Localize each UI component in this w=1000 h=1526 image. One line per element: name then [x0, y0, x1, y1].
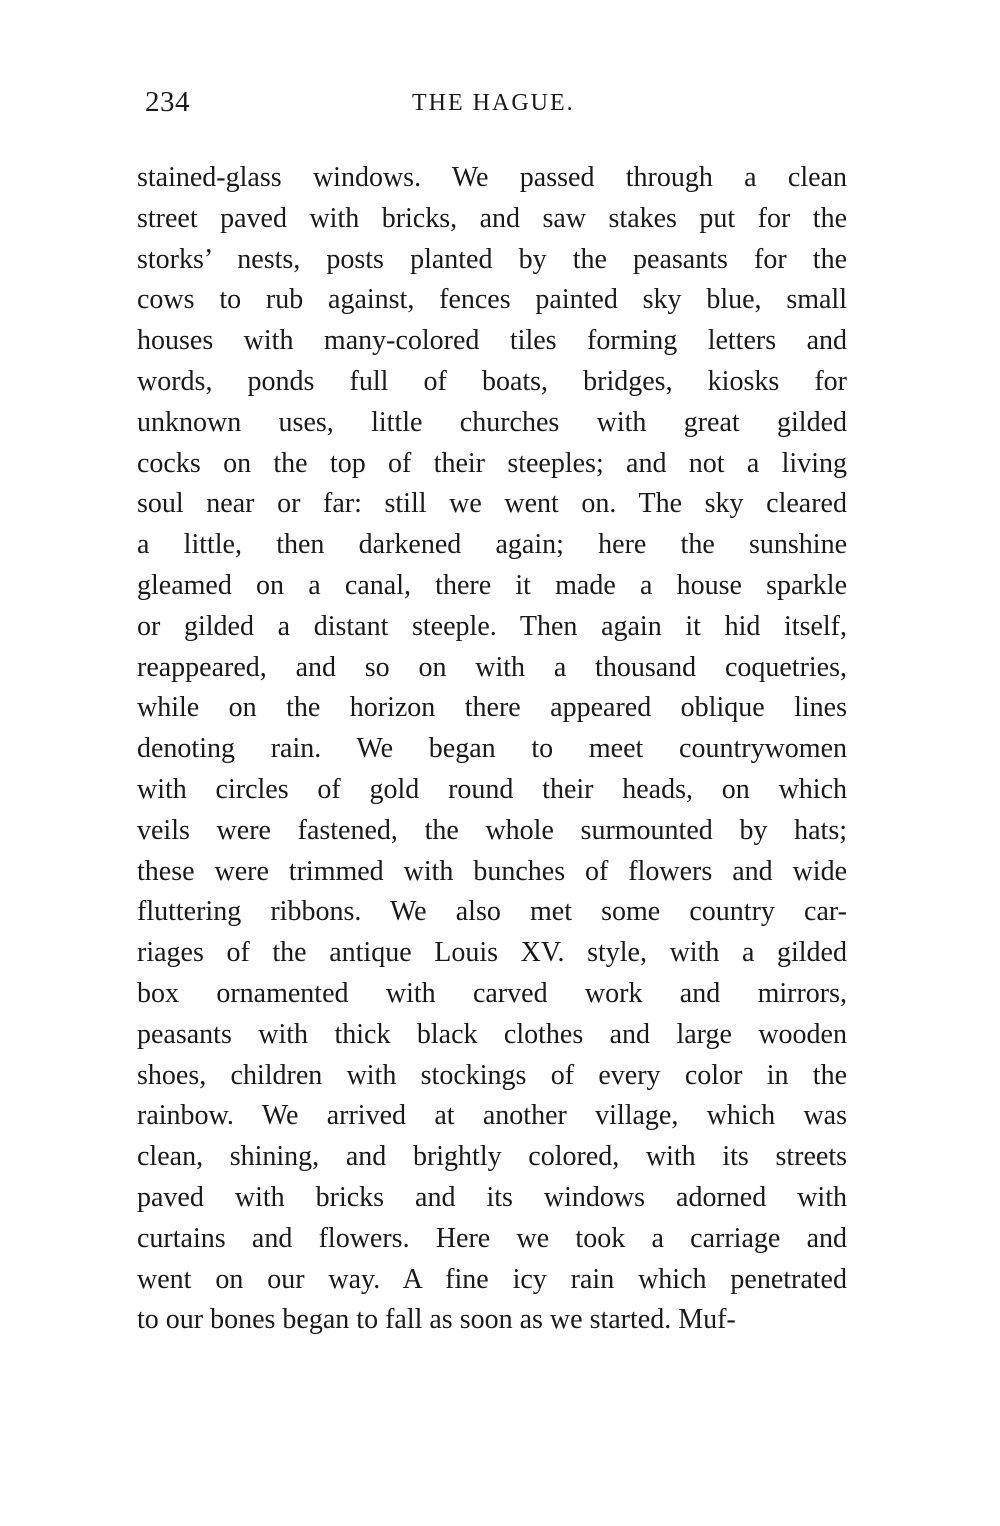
text-line: cows to rub against, fences painted sky blue, small: [137, 284, 847, 316]
text-line: veils were fastened, the whole surmounted by hats;: [137, 814, 847, 846]
text-line: soul near or far: still we went on. The sky cleared: [137, 488, 847, 520]
text-line: fluttering ribbons. We also met some country car-: [137, 896, 847, 928]
text-line: riages of the antique Louis XV. style, with a gilded: [137, 937, 847, 969]
text-line: box ornamented with carved work and mirrors,: [137, 977, 847, 1009]
text-line: these were trimmed with bunches of flowers and wide: [137, 855, 847, 887]
text-line: rainbow. We arrived at another village, which was: [137, 1100, 847, 1132]
text-line: with circles of gold round their heads, on which: [137, 773, 847, 805]
text-line: a little, then darkened again; here the sunshine: [137, 529, 847, 561]
text-line: while on the horizon there appeared oblique lines: [137, 692, 847, 724]
text-line: street paved with bricks, and saw stakes put for the: [137, 202, 847, 234]
text-line: peasants with thick black clothes and large wooden: [137, 1018, 847, 1050]
text-line: reappeared, and so on with a thousand coquetries,: [137, 651, 847, 683]
text-line: cocks on the top of their steeples; and not a living: [137, 447, 847, 479]
running-title: THE HAGUE.: [412, 90, 575, 116]
text-line: or gilded a distant steeple. Then again it hid itself,: [137, 610, 847, 642]
text-line: denoting rain. We began to meet countrywomen: [137, 733, 847, 765]
body-text: [137, 158, 847, 1341]
text-line: curtains and flowers. Here we took a carriage and: [137, 1222, 847, 1254]
text-line: clean, shining, and brightly colored, with its streets: [137, 1141, 847, 1173]
text-line: stained-glass windows. We passed through a clean: [137, 162, 847, 193]
text-line: to our bones began to fall as soon as we started. Muf-: [137, 1304, 736, 1336]
text-line: unknown uses, little churches with great gilded: [137, 406, 847, 438]
page-number: 234: [145, 86, 190, 118]
text-line: went on our way. A fine icy rain which penetrated: [137, 1263, 847, 1295]
text-line: words, ponds full of boats, bridges, kiosks for: [137, 365, 847, 397]
text-line: paved with bricks and its windows adorned with: [137, 1181, 847, 1213]
text-line: houses with many-colored tiles forming letters and: [137, 325, 847, 357]
text-line: shoes, children with stockings of every color in the: [137, 1059, 847, 1091]
text-line: gleamed on a canal, there it made a house sparkle: [137, 569, 847, 601]
text-line: storks’ nests, posts planted by the peasants for the: [137, 243, 847, 275]
running-head: [140, 86, 846, 126]
